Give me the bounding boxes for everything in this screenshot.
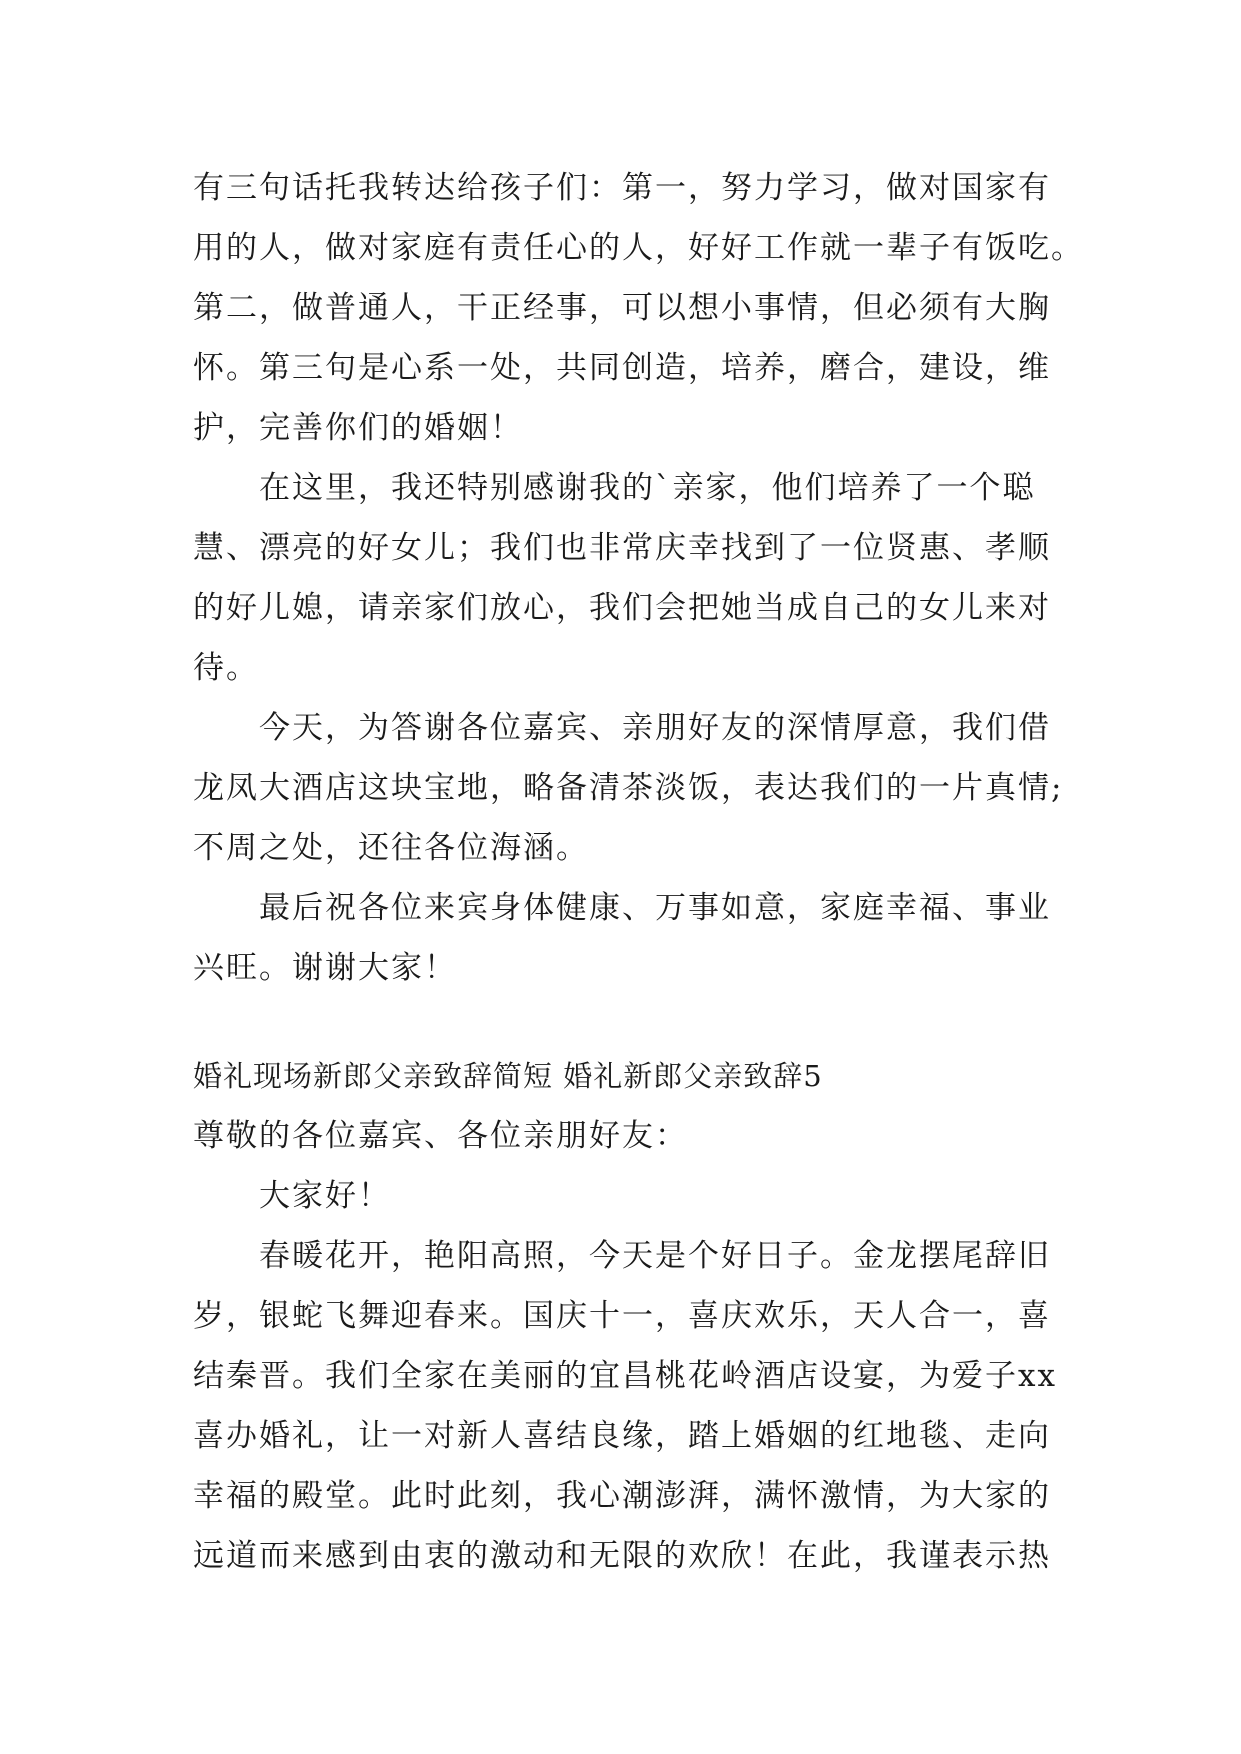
greeting: 大家好！ — [259, 1178, 391, 1214]
text-line: 龙凤大酒店这块宝地，略备清茶淡饭，表达我们的一片真情; — [193, 770, 1064, 806]
paragraph-banquet — [193, 698, 1063, 878]
text-line: 喜办婚礼，让一对新人喜结良缘，踏上婚姻的红地毯、走向 — [193, 1418, 1051, 1454]
paragraph-advice — [193, 158, 1084, 458]
text-line: 岁，银蛇飞舞迎春来。国庆十一，喜庆欢乐，天人合一，喜 — [193, 1298, 1051, 1334]
document-body — [193, 158, 1084, 1586]
text-line: 幸福的殿堂。此时此刻，我心潮澎湃，满怀激情，为大家的 — [193, 1478, 1051, 1514]
text-line: 慧、漂亮的好女儿；我们也非常庆幸找到了一位贤惠、孝顺 — [193, 530, 1051, 566]
text-line: 用的人，做对家庭有责任心的人，好好工作就一辈子有饭吃。 — [193, 230, 1084, 266]
text-line: 远道而来感到由衷的激动和无限的欢欣！在此，我谨表示热 — [193, 1538, 1051, 1574]
text-line: 兴旺。谢谢大家！ — [193, 950, 457, 986]
text-line: 今天，为答谢各位嘉宾、亲朋好友的深情厚意，我们借 — [259, 710, 1051, 746]
text-line: 在这里，我还特别感谢我的`亲家，他们培养了一个聪 — [259, 470, 1036, 506]
text-line: 的好儿媳，请亲家们放心，我们会把她当成自己的女儿来对 — [193, 590, 1051, 626]
text-line: 怀。第三句是心系一处，共同创造，培养，磨合，建设，维 — [193, 350, 1051, 386]
salutation: 尊敬的各位嘉宾、各位亲朋好友： — [193, 1118, 688, 1154]
paragraph-spring-opening — [193, 1226, 1063, 1586]
paragraph-thanks-in-laws — [193, 458, 1063, 698]
text-line: 结秦晋。我们全家在美丽的宜昌桃花岭酒店设宴，为爱子xx — [193, 1358, 1057, 1394]
section-gap — [193, 998, 1063, 1046]
text-line: 有三句话托我转达给孩子们：第一，努力学习，做对国家有 — [193, 170, 1051, 206]
text-line: 第二，做普通人，干正经事，可以想小事情，但必须有大胸 — [193, 290, 1051, 326]
paragraph-closing-wishes — [193, 878, 1063, 998]
text-line: 不周之处，还往各位海涵。 — [193, 830, 589, 866]
text-line: 待。 — [193, 650, 259, 686]
section-heading: 婚礼现场新郎父亲致辞简短 婚礼新郎父亲致辞5 — [193, 1059, 823, 1093]
text-line: 最后祝各位来宾身体健康、万事如意，家庭幸福、事业 — [259, 890, 1051, 926]
text-line: 春暖花开，艳阳高照，今天是个好日子。金龙摆尾辞旧 — [259, 1238, 1051, 1274]
text-line: 护，完善你们的婚姻！ — [193, 410, 523, 446]
